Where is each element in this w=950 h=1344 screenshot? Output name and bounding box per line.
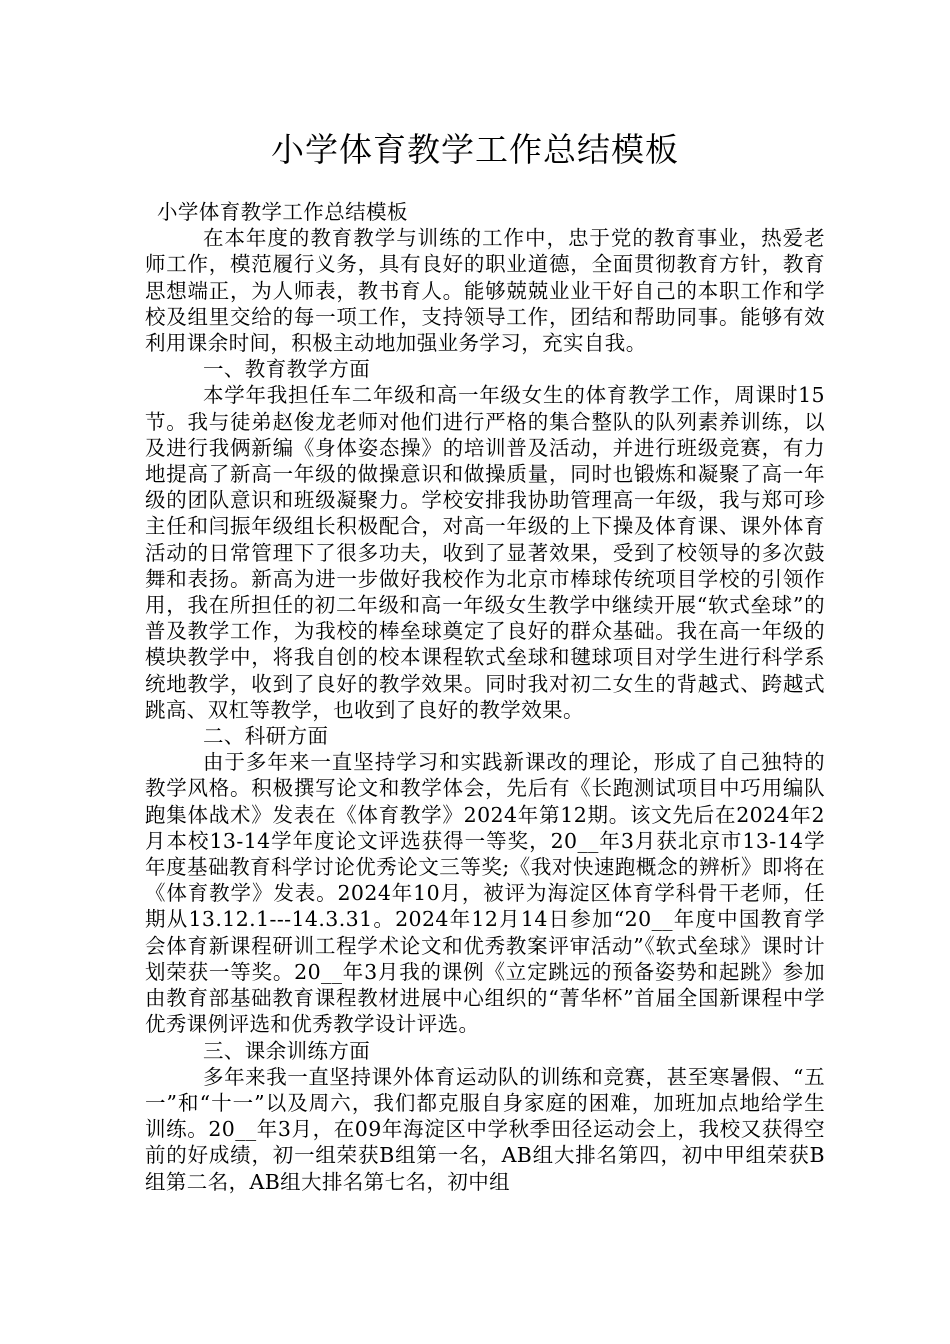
- document-subtitle: 小学体育教学工作总结模板: [157, 200, 408, 224]
- document-title: 小学体育教学工作总结模板: [271, 130, 679, 169]
- section-heading-research: 二、科研方面: [203, 724, 329, 749]
- section-heading-teaching: 一、教育教学方面: [203, 357, 371, 382]
- section-paragraph-training: 多年来我一直坚持课外体育运动队的训练和竞赛，甚至寒暑假、“五一”和“十一”以及周六，我们都克服自身家庭的困难，加班加点地给学生训练。20__年3月，在09年海淀区中学秋季田径运动会上，我校又获得空前的好成绩，初一组荣获B组第一名，AB组大排名第四，初中甲组荣获B组第二名，AB组大排名第七名，初中组: [145, 1064, 825, 1194]
- section-paragraph-teaching: 本学年我担任车二年级和高一年级女生的体育教学工作，周课时15节。我与徒弟赵俊龙老师对他们进行严格的集合整队的队列素养训练，以及进行我俩新编《身体姿态操》的培训普及活动，并进行班级竞赛，有力地提高了新高一年级的做操意识和做操质量，同时也锻炼和凝聚了高一年级的团队意识和班级凝聚力。学校安排我协助管理高一年级，我与郑可珍主任和闫振年级组长积极配合，对高一年级的上下操及体育课、课外体育活动的日常管理下了很多功夫，收到了显著效果，受到了校领导的多次鼓舞和表扬。新高为进一步做好我校作为北京市棒球传统项目学校的引领作用，我在所担任的初二年级和高一年级女生教学中继续开展“软式垒球”的普及教学工作，为我校的棒垒球奠定了良好的群众基础。我在高一年级的模块教学中，将我自创的校本课程软式垒球和毽球项目对学生进行科学系统地教学，收到了良好的教学效果。同时我对初二女生的背越式、跨越式跳高、双杠等教学，也收到了良好的教学效果。: [145, 383, 825, 722]
- intro-paragraph: 在本年度的教育教学与训练的工作中，忠于党的教育事业，热爱老师工作，模范履行义务，具有良好的职业道德，全面贯彻教育方针，教育思想端正，为人师表，教书育人。能够兢兢业业干好自己的本职工作和学校及组里交给的每一项工作，支持领导工作，团结和帮助同事。能够有效利用课余时间，积极主动地加强业务学习，充实自我。: [145, 226, 825, 356]
- section-paragraph-research: 由于多年来一直坚持学习和实践新课改的理论，形成了自己独特的教学风格。积极撰写论文和教学体会，先后有《长跑测试项目中巧用编队跑集体战术》发表在《体育教学》2024年第12期。该文先后在2024年2月本校13-14学年度论文评选获得一等奖，20__年3月获北京市13-14学年度基础教育科学讨论优秀论文三等奖;《我对快速跑概念的辨析》即将在《体育教学》发表。2024年10月，被评为海淀区体育学科骨干老师，任期从13.12.1---14.3.31。2024年12月14日参加“20__年度中国教育学会体育新课程研训工程学术论文和优秀教案评审活动”《软式垒球》课时计划荣获一等奖。20__年3月我的课例《立定跳远的预备姿势和起跳》参加由教育部基础教育课程教材进展中心组织的“菁华杯”首届全国新课程中学优秀课例评选和优秀教学设计评选。: [145, 750, 825, 1037]
- document-body: [145, 199, 825, 1195]
- section-heading-training: 三、课余训练方面: [203, 1038, 371, 1063]
